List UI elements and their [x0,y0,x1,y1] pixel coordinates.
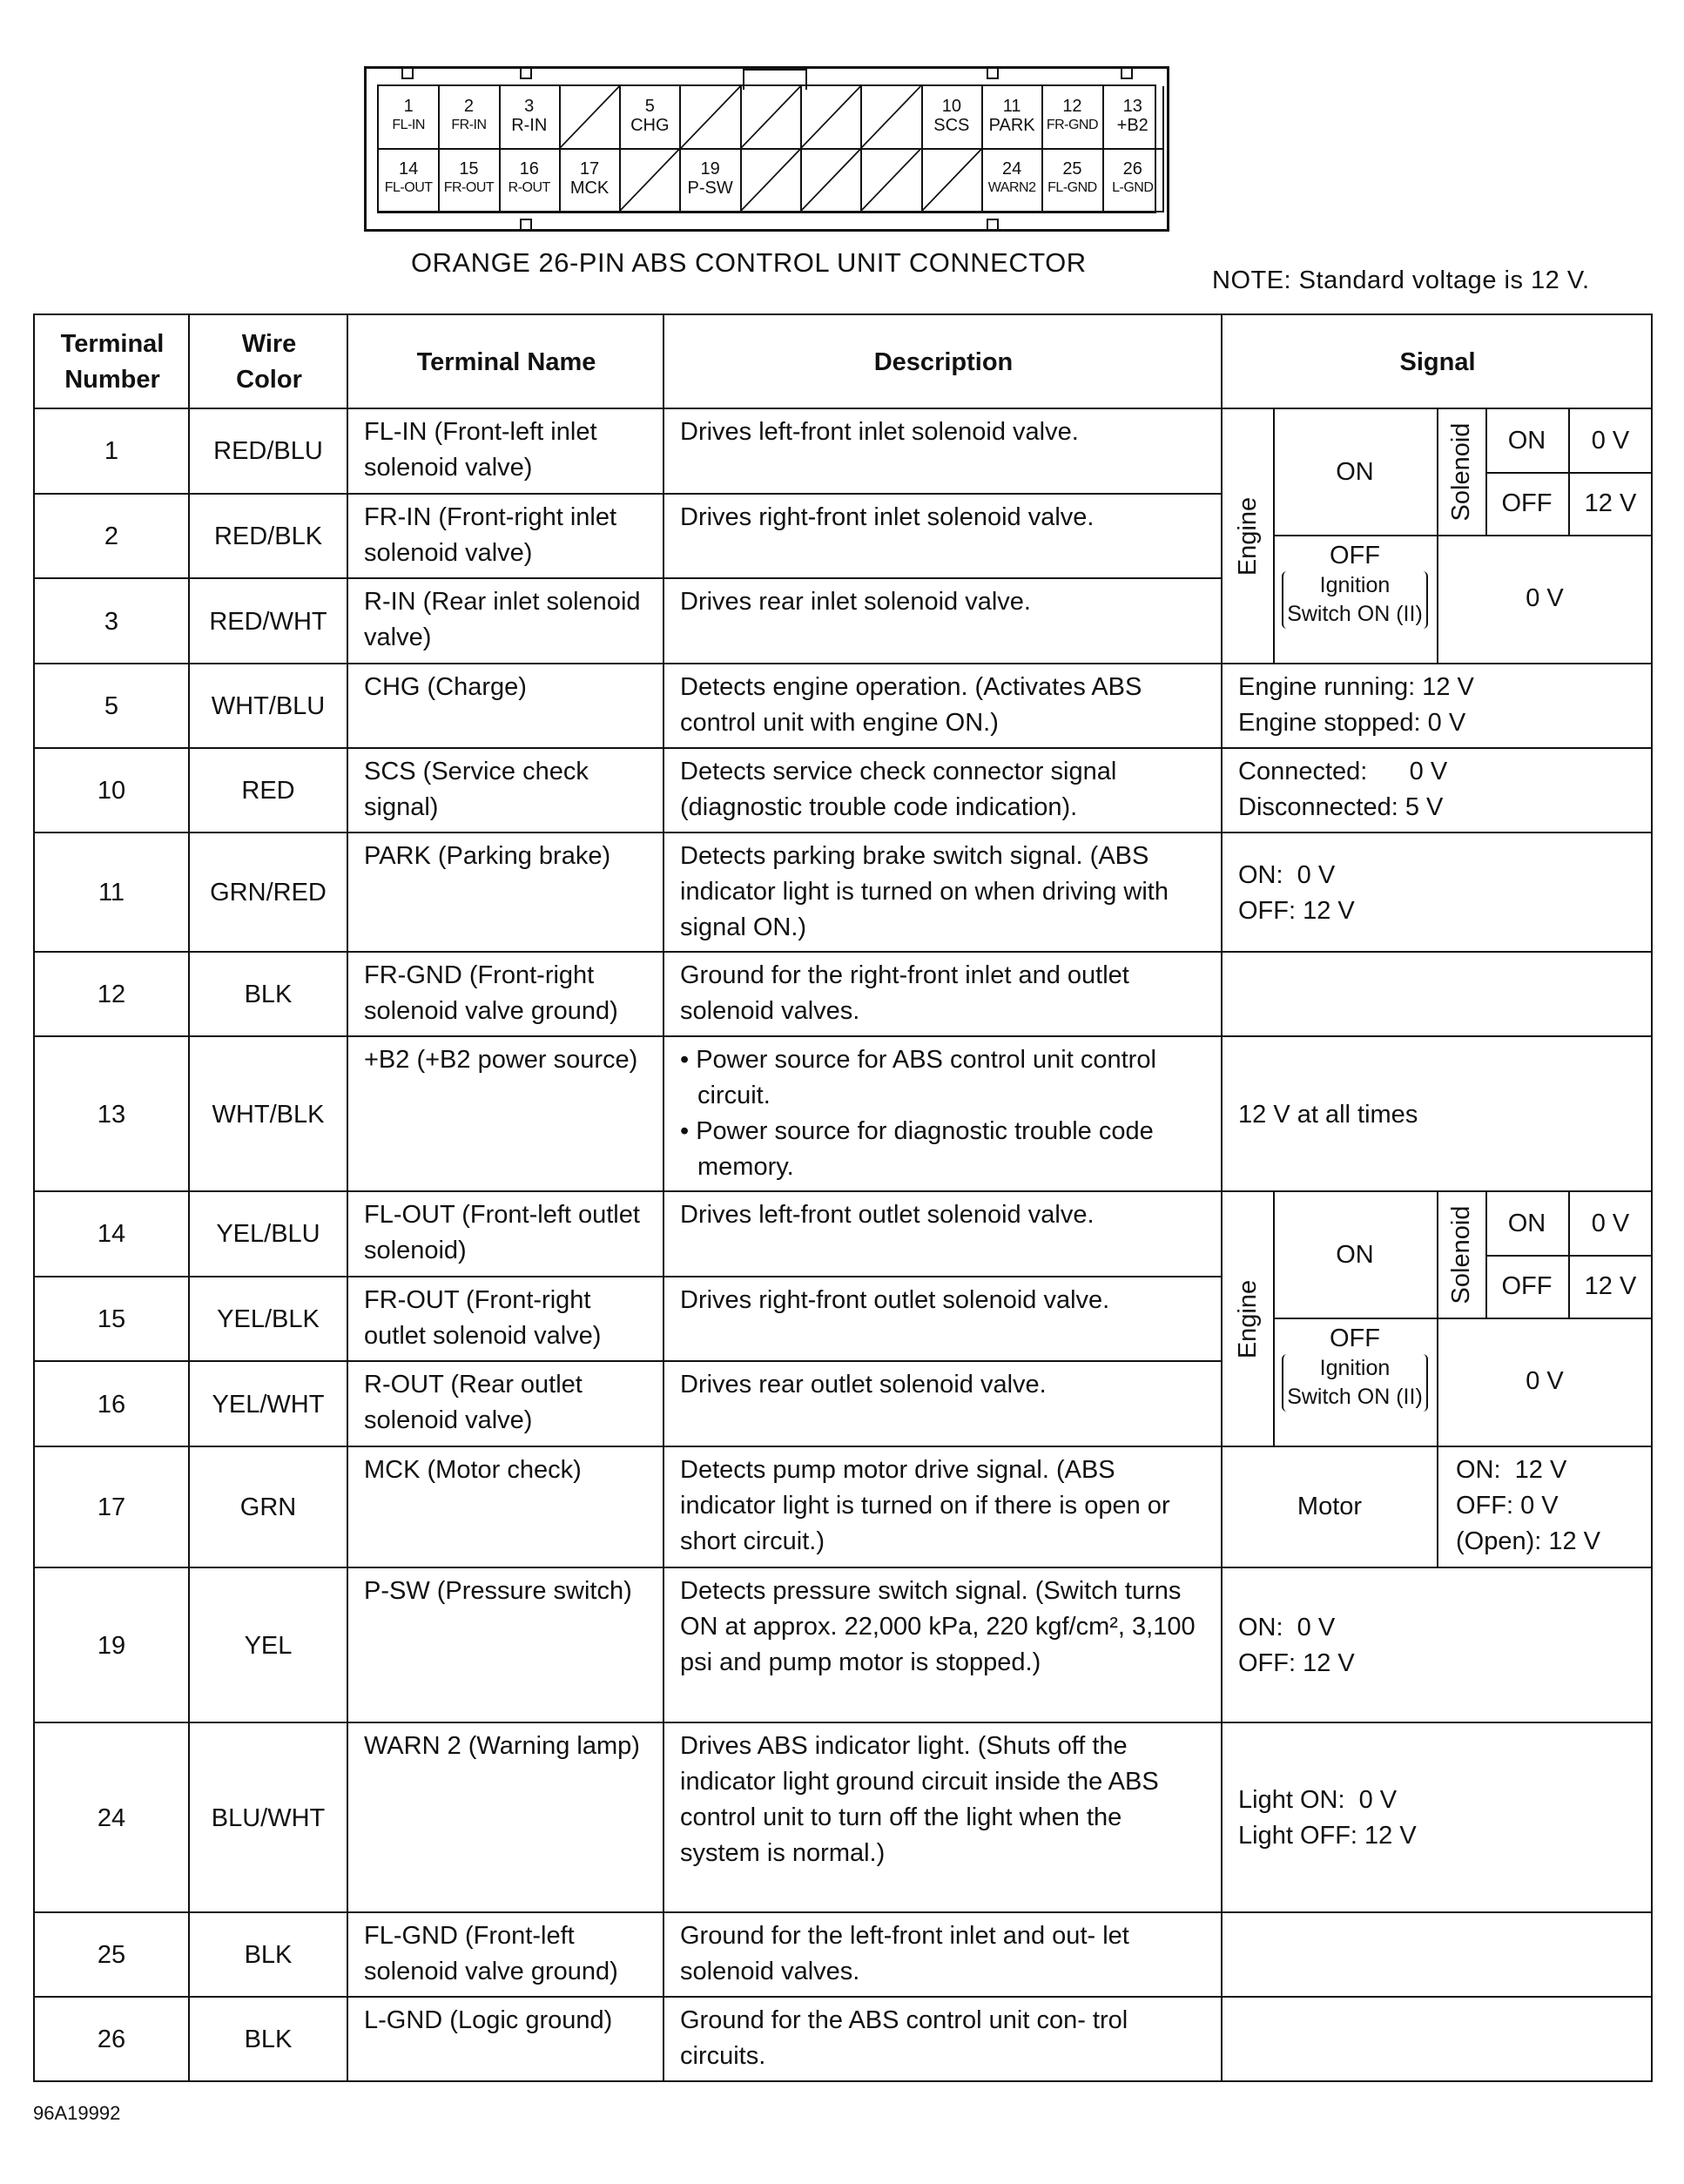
signal-cell [1222,832,1652,952]
document-code: 96A19992 [33,2102,121,2124]
pin-name: MCK [569,179,610,198]
connector-pin [379,149,440,212]
signal-cell [1222,1191,1652,1446]
header-signal: Signal [1222,314,1652,408]
wire-color-cell: RED/WHT [189,578,347,664]
engine-off-block [1273,535,1437,663]
terminal-name-cell: FL-IN (Front-left inlet solenoid valve) [347,408,663,494]
connector-pin [1103,86,1164,150]
ignition-label: Ignition [1319,573,1391,597]
signal-line: Light ON: 0 V [1238,1786,1398,1814]
terminal-number-cell: 12 [34,952,189,1036]
table-row [34,832,1652,952]
signal-line: OFF: 12 V [1238,896,1355,925]
wire-color-cell: BLK [189,952,347,1036]
header-wire-color [189,314,347,408]
terminal-number-cell: 25 [34,1912,189,1997]
connector-pin [922,86,983,150]
terminal-number-cell: 11 [34,832,189,952]
pin-number: 17 [579,159,600,179]
engine-off-voltage: 0 V [1526,1367,1564,1395]
terminal-number-cell: 26 [34,1997,189,2081]
table-row [34,408,1652,494]
terminal-name-cell: SCS (Service check signal) [347,748,663,832]
table-row [34,1722,1652,1912]
solenoid-label: Solenoid [1447,422,1475,522]
terminal-number-cell: 19 [34,1567,189,1722]
description-cell: Detects engine operation. (Activates ABS control unit with engine ON.) [663,664,1222,748]
pin-number: 19 [700,159,720,179]
signal-line: (Open): 12 V [1456,1527,1601,1555]
pin-name: FR-OUT [443,180,495,195]
solenoid-on-voltage: 0 V [1591,427,1630,455]
motor-values [1438,1447,1600,1567]
table-row [34,1997,1652,2081]
switch-on-label: Switch ON (II) [1287,1385,1423,1409]
connector-pin-grid [377,84,1156,213]
signal-line: Engine stopped: 0 V [1238,709,1466,737]
connector-pin [681,149,742,212]
solenoid-on-voltage: 0 V [1591,1210,1630,1237]
wire-color-cell: GRN/RED [189,832,347,952]
motor-signal-grid [1223,1447,1651,1567]
signal-line: OFF: 0 V [1456,1492,1559,1520]
description-cell: Detects service check connector signal (diagnostic trouble code indication). [663,748,1222,832]
terminal-name-cell: FR-IN (Front-right inlet solenoid valve) [347,494,663,579]
pin-number: 15 [459,159,479,179]
description-cell: Drives left-front outlet solenoid valve. [663,1191,1222,1277]
solenoid-off-voltage: 12 V [1584,489,1637,517]
engine-label: Engine [1234,1279,1262,1358]
pin-name: CHG [630,116,670,135]
standard-voltage-note: NOTE: Standard voltage is 12 V. [1212,266,1590,294]
pin-name: FR-IN [451,118,487,132]
pin-name: SCS [933,116,970,135]
signal-cell [1222,1722,1652,1912]
pin-name: R-IN [511,116,548,135]
terminal-number-cell: 16 [34,1361,189,1446]
signal-cell [1222,408,1652,664]
terminal-name-cell: MCK (Motor check) [347,1446,663,1567]
wire-color-cell: RED/BLU [189,408,347,494]
signal-line: OFF: 12 V [1238,1649,1355,1677]
description-cell: Ground for the right-front inlet and outlet solenoid valves. [663,952,1222,1036]
terminal-name-cell: FL-OUT (Front-left outlet solenoid) [347,1191,663,1277]
terminal-number-cell: 2 [34,494,189,579]
pin-number: 1 [403,97,414,116]
description-cell: Drives right-front outlet solenoid valve. [663,1277,1222,1362]
signal-line: Engine running: 12 V [1238,673,1474,701]
pin-number: 14 [399,159,419,179]
pin-name: +B2 [1116,116,1148,135]
ignition-switch-note [1282,571,1428,629]
pin-name: FL-OUT [384,180,433,195]
pin-name: FR-GND [1046,118,1099,132]
description-cell: Drives rear outlet solenoid valve. [663,1361,1222,1446]
terminal-name-cell: FR-OUT (Front-right outlet solenoid valve) [347,1277,663,1362]
signal-cell [1222,1036,1652,1191]
solenoid-off-voltage: 12 V [1584,1272,1637,1300]
description-cell: Drives rear inlet solenoid valve. [663,578,1222,664]
solenoid-on-label: ON [1507,1210,1546,1237]
ignition-label: Ignition [1319,1356,1391,1380]
table-row [34,1567,1652,1722]
terminal-name-cell: +B2 (+B2 power source) [347,1036,663,1191]
pin-number: 13 [1122,97,1142,116]
wire-color-cell: GRN [189,1446,347,1567]
connector-pin [439,86,500,150]
wire-color-cell: YEL [189,1567,347,1722]
pin-number: 12 [1062,97,1082,116]
connector-pin [500,149,561,212]
pin-number: 3 [524,97,535,116]
connector-latch [987,219,999,231]
header-wire-line2: Color [236,366,302,394]
connector-pin [1042,86,1103,150]
signal-line: ON: 0 V [1238,860,1336,889]
table-row [34,748,1652,832]
description-cell: Drives ABS indicator light. (Shuts off the indicator light ground circuit inside the ABS control unit to turn off the light when the system is normal.) [663,1722,1222,1912]
description-cell: Detects pump motor drive signal. (ABS indicator light is turned on if there is open or short circuit.) [663,1446,1222,1567]
terminal-table [33,313,1653,2082]
solenoid-off-label: OFF [1501,489,1553,517]
table-row [34,1446,1652,1567]
description-bullet: • Power source for ABS control unit control circuit. [680,1046,1156,1109]
description-cell: Drives left-front inlet solenoid valve. [663,408,1222,494]
connector-latch [520,219,532,231]
pin-name: PARK [988,116,1035,135]
engine-on-label: ON [1336,1241,1374,1269]
connector-pin [1042,149,1103,212]
motor-label: Motor [1223,1447,1438,1567]
blank-pin-cavity [741,149,802,212]
wire-color-cell: YEL/BLU [189,1191,347,1277]
wire-color-cell: WHT/BLU [189,664,347,748]
terminal-name-cell: L-GND (Logic ground) [347,1997,663,2081]
pin-name: P-SW [687,179,733,198]
table-header-row [34,314,1652,408]
wire-color-cell: WHT/BLK [189,1036,347,1191]
signal-cell [1222,1997,1652,2081]
pin-number: 26 [1122,159,1142,179]
terminal-name-cell: CHG (Charge) [347,664,663,748]
blank-pin-cavity [741,86,802,150]
pin-number: 10 [941,97,961,116]
engine-off-label: OFF [1330,1325,1380,1352]
connector-latch [401,67,414,79]
table-row [34,952,1652,1036]
engine-solenoid-signal-grid [1223,409,1651,663]
terminal-number-cell: 1 [34,408,189,494]
terminal-name-cell: PARK (Parking brake) [347,832,663,952]
signal-line: ON: 0 V [1238,1614,1336,1641]
signal-line: Disconnected: 5 V [1238,793,1444,821]
signal-line: Light OFF: 12 V [1238,1822,1417,1850]
blank-pin-cavity [801,86,862,150]
pin-name: FL-IN [392,118,425,132]
signal-cell [1222,748,1652,832]
connector-caption: ORANGE 26-PIN ABS CONTROL UNIT CONNECTOR [411,247,1087,278]
pin-number: 5 [644,97,655,116]
engine-label: Engine [1234,496,1262,576]
engine-off-label: OFF [1330,542,1380,570]
blank-pin-cavity [801,149,862,212]
pin-name: R-OUT [508,180,550,195]
header-terminal-line2: Number [64,366,160,394]
header-terminal-line1: Terminal [60,330,165,358]
wire-color-cell: RED/BLK [189,494,347,579]
connector-latch [987,67,999,79]
header-wire-line1: Wire [241,330,297,358]
blank-pin-cavity [861,149,922,212]
connector-latch [520,67,532,79]
pin-name: FL-GND [1047,180,1097,195]
description-cell: Detects parking brake switch signal. (ABS indicator light is turned on when driving with signal ON.) [663,832,1222,952]
signal-cell [1222,1912,1652,1997]
description-cell: Ground for the ABS control unit con- trol circuits. [663,1997,1222,2081]
wire-color-cell: BLK [189,1997,347,2081]
terminal-number-cell: 17 [34,1446,189,1567]
signal-cell [1222,1446,1652,1567]
pin-number: 11 [1002,97,1021,116]
signal-cell [1222,664,1652,748]
description-cell: Drives right-front inlet solenoid valve. [663,494,1222,579]
connector-pin [439,149,500,212]
pin-number: 24 [1002,159,1022,179]
table-row [34,664,1652,748]
blank-pin-cavity [861,86,922,150]
engine-on-label: ON [1336,458,1374,486]
signal-line: Connected: 0 V [1238,758,1448,785]
header-terminal-name: Terminal Name [347,314,663,408]
signal-line: ON: 12 V [1456,1456,1567,1484]
wire-color-cell: BLK [189,1912,347,1997]
pin-name: L-GND [1112,180,1154,195]
blank-pin-cavity [922,149,983,212]
wire-color-cell: YEL/WHT [189,1361,347,1446]
connector-latch [1121,67,1133,79]
pin-name: WARN2 [987,180,1036,195]
solenoid-off-label: OFF [1501,1272,1553,1300]
terminal-number-cell: 14 [34,1191,189,1277]
solenoid-on-label: ON [1507,427,1546,455]
terminal-number-cell: 5 [34,664,189,748]
blank-pin-cavity [620,149,681,212]
connector-pin [379,86,440,150]
description-cell: Ground for the left-front inlet and out- let solenoid valves. [663,1912,1222,1997]
terminal-name-cell: WARN 2 (Warning lamp) [347,1722,663,1912]
table-row [34,1191,1652,1277]
terminal-number-cell: 13 [34,1036,189,1191]
description-cell: Detects pressure switch signal. (Switch turns ON at approx. 22,000 kPa, 220 kgf/cm², 3,100 psi and pump motor is stopped.) [663,1567,1222,1722]
ignition-switch-note [1282,1354,1428,1412]
terminal-name-cell: FL-GND (Front-left solenoid valve ground) [347,1912,663,1997]
terminal-name-cell: P-SW (Pressure switch) [347,1567,663,1722]
engine-off-voltage: 0 V [1526,584,1564,612]
terminal-name-cell: FR-GND (Front-right solenoid valve ground) [347,952,663,1036]
terminal-name-cell: R-IN (Rear inlet solenoid valve) [347,578,663,664]
blank-pin-cavity [560,86,621,150]
connector-pin [982,149,1043,212]
terminal-number-cell: 15 [34,1277,189,1362]
signal-cell [1222,1567,1652,1722]
table-row [34,1036,1652,1191]
terminal-number-cell: 3 [34,578,189,664]
header-terminal-number [34,314,189,408]
connector-pin [500,86,561,150]
terminal-number-cell: 24 [34,1722,189,1912]
table-row [34,1912,1652,1997]
engine-solenoid-signal-grid [1223,1192,1651,1446]
solenoid-label: Solenoid [1447,1205,1475,1304]
connector-pin [1103,149,1164,212]
pin-number: 25 [1062,159,1082,179]
header-description: Description [663,314,1222,408]
connector-pin [982,86,1043,150]
wire-color-cell: RED [189,748,347,832]
connector-pin [620,86,681,150]
pin-number: 2 [463,97,474,116]
signal-line: 12 V at all times [1238,1100,1418,1129]
pin-number: 16 [519,159,539,179]
switch-on-label: Switch ON (II) [1287,602,1423,626]
description-bullet: • Power source for diagnostic trouble code memory. [680,1117,1154,1181]
wire-color-cell: BLU/WHT [189,1722,347,1912]
connector-pin [560,149,621,212]
terminal-number-cell: 10 [34,748,189,832]
signal-cell [1222,952,1652,1036]
terminal-name-cell: R-OUT (Rear outlet solenoid valve) [347,1361,663,1446]
blank-pin-cavity [681,86,742,150]
engine-off-block [1273,1318,1437,1446]
connector-diagram [364,66,1169,232]
description-cell [663,1036,1222,1191]
wire-color-cell: YEL/BLK [189,1277,347,1362]
